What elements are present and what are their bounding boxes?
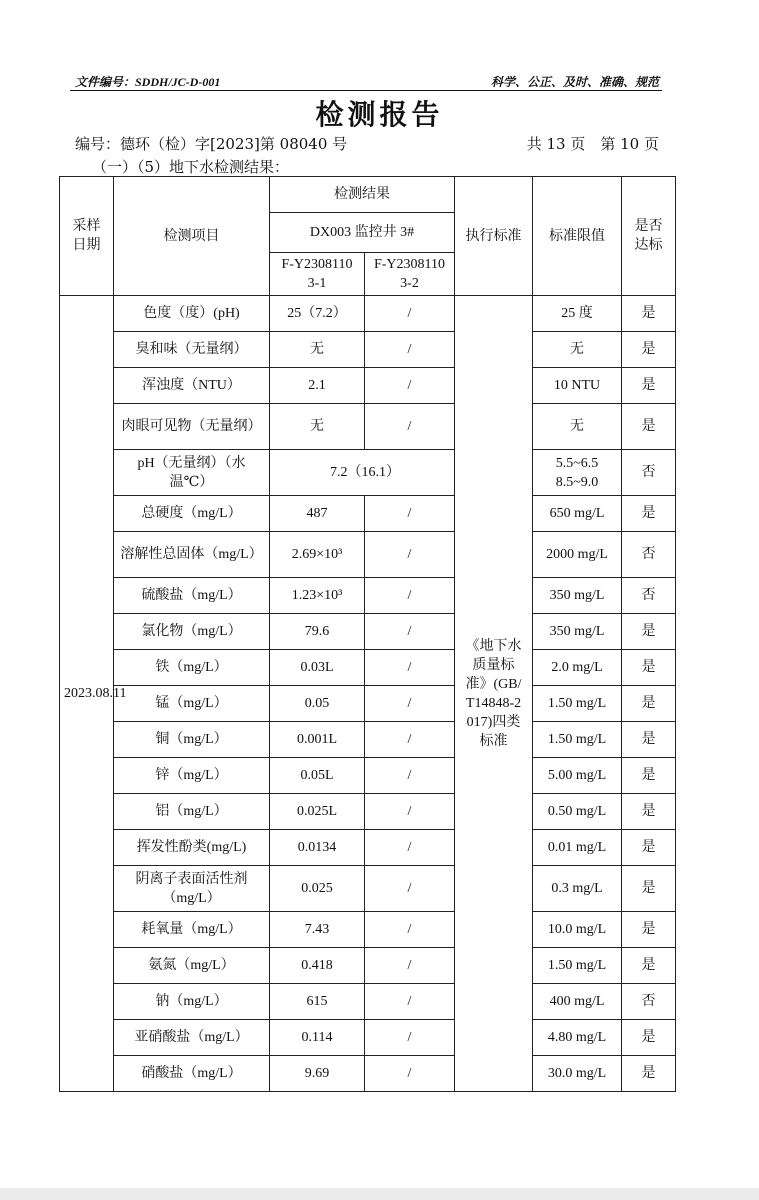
result-value-cell-2: / — [365, 1056, 455, 1092]
test-item-cell: 色度（度）(pH) — [114, 296, 270, 332]
table-row — [60, 296, 676, 332]
header-limit: 标准限值 — [533, 177, 622, 296]
header-sampling-date: 采样日期 — [60, 177, 114, 296]
table-row — [60, 368, 676, 404]
limit-cell: 无 — [533, 404, 622, 450]
test-item-cell: 氯化物（mg/L） — [114, 614, 270, 650]
report-title: 检测报告 — [315, 98, 444, 131]
limit-cell: 0.3 mg/L — [533, 866, 622, 912]
result-value-cell-2: / — [365, 578, 455, 614]
result-value-cell: 0.114 — [270, 1020, 365, 1056]
table-row — [60, 1020, 676, 1056]
result-value-cell-2: / — [365, 404, 455, 450]
table-row — [60, 686, 676, 722]
compliance-cell: 是 — [622, 496, 676, 532]
result-value-cell: 0.025 — [270, 866, 365, 912]
document-id: 文件编号：SDDH/JC-D-001 — [75, 75, 221, 89]
test-item-cell: 铝（mg/L） — [114, 794, 270, 830]
results-table — [59, 176, 676, 1092]
compliance-cell: 是 — [622, 1056, 676, 1092]
result-value-cell: 无 — [270, 404, 365, 450]
result-value-cell-2: / — [365, 296, 455, 332]
limit-cell: 无 — [533, 332, 622, 368]
result-value-cell: 7.2（16.1） — [270, 450, 455, 496]
test-item-cell: 钠（mg/L） — [114, 984, 270, 1020]
result-value-cell-2: / — [365, 496, 455, 532]
result-value-cell-2: / — [365, 984, 455, 1020]
test-item-cell: 臭和味（无量纲） — [114, 332, 270, 368]
compliance-cell: 是 — [622, 404, 676, 450]
limit-cell: 400 mg/L — [533, 984, 622, 1020]
header-compliance: 是否达标 — [622, 177, 676, 296]
limit-cell: 5.5~6.5 8.5~9.0 — [533, 450, 622, 496]
limit-cell: 5.00 mg/L — [533, 758, 622, 794]
test-item-cell: pH（无量纲）（水温℃） — [114, 450, 270, 496]
header-divider — [70, 90, 662, 91]
header-standard: 执行标准 — [455, 177, 533, 296]
result-value-cell: 79.6 — [270, 614, 365, 650]
table-row — [60, 496, 676, 532]
result-value-cell: 无 — [270, 332, 365, 368]
result-value-cell: 7.43 — [270, 912, 365, 948]
table-row — [60, 404, 676, 450]
test-item-cell: 耗氧量（mg/L） — [114, 912, 270, 948]
test-item-cell: 锌（mg/L） — [114, 758, 270, 794]
limit-cell: 650 mg/L — [533, 496, 622, 532]
result-value-cell-2: / — [365, 650, 455, 686]
result-value-cell-2: / — [365, 866, 455, 912]
test-item-cell: 锰（mg/L） — [114, 686, 270, 722]
limit-cell: 4.80 mg/L — [533, 1020, 622, 1056]
result-value-cell: 1.23×10³ — [270, 578, 365, 614]
compliance-cell: 是 — [622, 912, 676, 948]
limit-cell: 25 度 — [533, 296, 622, 332]
table-row — [60, 984, 676, 1020]
result-value-cell: 0.025L — [270, 794, 365, 830]
result-value-cell-2: / — [365, 794, 455, 830]
test-item-cell: 氨氮（mg/L） — [114, 948, 270, 984]
result-value-cell-2: / — [365, 332, 455, 368]
result-value-cell-2: / — [365, 532, 455, 578]
test-item-cell: 阴离子表面活性剂（mg/L） — [114, 866, 270, 912]
table-row — [60, 722, 676, 758]
result-value-cell: 9.69 — [270, 1056, 365, 1092]
test-item-cell: 溶解性总固体（mg/L） — [114, 532, 270, 578]
compliance-cell: 否 — [622, 532, 676, 578]
result-value-cell: 0.05 — [270, 686, 365, 722]
result-value-cell-2: / — [365, 368, 455, 404]
limit-cell: 10 NTU — [533, 368, 622, 404]
compliance-cell: 否 — [622, 450, 676, 496]
limit-cell: 2.0 mg/L — [533, 650, 622, 686]
table-row — [60, 650, 676, 686]
test-item-cell: 亚硝酸盐（mg/L） — [114, 1020, 270, 1056]
test-item-cell: 硝酸盐（mg/L） — [114, 1056, 270, 1092]
table-row — [60, 1056, 676, 1092]
limit-cell: 10.0 mg/L — [533, 912, 622, 948]
compliance-cell: 是 — [622, 296, 676, 332]
limit-cell: 0.50 mg/L — [533, 794, 622, 830]
test-item-cell: 挥发性酚类(mg/L) — [114, 830, 270, 866]
result-value-cell: 0.0134 — [270, 830, 365, 866]
test-item-cell: 硫酸盐（mg/L） — [114, 578, 270, 614]
result-value-cell-2: / — [365, 614, 455, 650]
limit-cell: 350 mg/L — [533, 578, 622, 614]
section-heading: （一）（5）地下水检测结果： — [92, 158, 290, 176]
result-value-cell: 487 — [270, 496, 365, 532]
result-value-cell: 0.418 — [270, 948, 365, 984]
bottom-band — [0, 1188, 759, 1200]
header-test-results: 检测结果 — [270, 177, 455, 213]
compliance-cell: 是 — [622, 866, 676, 912]
test-item-cell: 肉眼可见物（无量纲） — [114, 404, 270, 450]
compliance-cell: 是 — [622, 948, 676, 984]
compliance-cell: 否 — [622, 984, 676, 1020]
result-value-cell-2: / — [365, 722, 455, 758]
table-row — [60, 948, 676, 984]
compliance-cell: 是 — [622, 758, 676, 794]
compliance-cell: 是 — [622, 722, 676, 758]
limit-cell: 350 mg/L — [533, 614, 622, 650]
result-value-cell-2: / — [365, 1020, 455, 1056]
limit-cell: 0.01 mg/L — [533, 830, 622, 866]
result-value-cell: 25（7.2） — [270, 296, 365, 332]
table-row — [60, 830, 676, 866]
limit-cell: 30.0 mg/L — [533, 1056, 622, 1092]
test-item-cell: 总硬度（mg/L） — [114, 496, 270, 532]
table-row — [60, 794, 676, 830]
result-value-cell: 2.1 — [270, 368, 365, 404]
standard-cell: 《地下水质量标准》(GB/T14848-2017)四类标准 — [455, 296, 533, 1092]
result-value-cell-2: / — [365, 758, 455, 794]
compliance-cell: 是 — [622, 830, 676, 866]
result-value-cell-2: / — [365, 686, 455, 722]
page-count: 共 13 页 第 10 页 — [526, 135, 659, 153]
result-value-cell: 0.03L — [270, 650, 365, 686]
header-test-item: 检测项目 — [114, 177, 270, 296]
table-row — [60, 450, 676, 496]
report-number: 编号：德环（检）字[2023]第 08040 号 — [75, 135, 348, 153]
test-item-cell: 铜（mg/L） — [114, 722, 270, 758]
compliance-cell: 否 — [622, 578, 676, 614]
table-row — [60, 532, 676, 578]
limit-cell: 1.50 mg/L — [533, 686, 622, 722]
compliance-cell: 是 — [622, 650, 676, 686]
test-item-cell: 铁（mg/L） — [114, 650, 270, 686]
table-row — [60, 912, 676, 948]
result-value-cell: 0.05L — [270, 758, 365, 794]
table-row — [60, 866, 676, 912]
result-value-cell-2: / — [365, 948, 455, 984]
result-value-cell: 615 — [270, 984, 365, 1020]
table-row — [60, 332, 676, 368]
compliance-cell: 是 — [622, 368, 676, 404]
limit-cell: 1.50 mg/L — [533, 948, 622, 984]
result-value-cell-2: / — [365, 830, 455, 866]
header-sample-1: F-Y23081103-1 — [270, 253, 365, 296]
header-sample-2: F-Y23081103-2 — [365, 253, 455, 296]
compliance-cell: 是 — [622, 1020, 676, 1056]
result-value-cell: 2.69×10³ — [270, 532, 365, 578]
result-value-cell-2: / — [365, 912, 455, 948]
table-row — [60, 758, 676, 794]
header-motto: 科学、公正、及时、准确、规范 — [490, 75, 659, 89]
compliance-cell: 是 — [622, 686, 676, 722]
result-value-cell: 0.001L — [270, 722, 365, 758]
table-row — [60, 578, 676, 614]
compliance-cell: 是 — [622, 794, 676, 830]
limit-cell: 1.50 mg/L — [533, 722, 622, 758]
limit-cell: 2000 mg/L — [533, 532, 622, 578]
sampling-date-cell: 2023.08.11 — [60, 296, 114, 1092]
compliance-cell: 是 — [622, 614, 676, 650]
compliance-cell: 是 — [622, 332, 676, 368]
header-site: DX003 监控井 3# — [270, 213, 455, 253]
test-item-cell: 浑浊度（NTU） — [114, 368, 270, 404]
table-row — [60, 614, 676, 650]
